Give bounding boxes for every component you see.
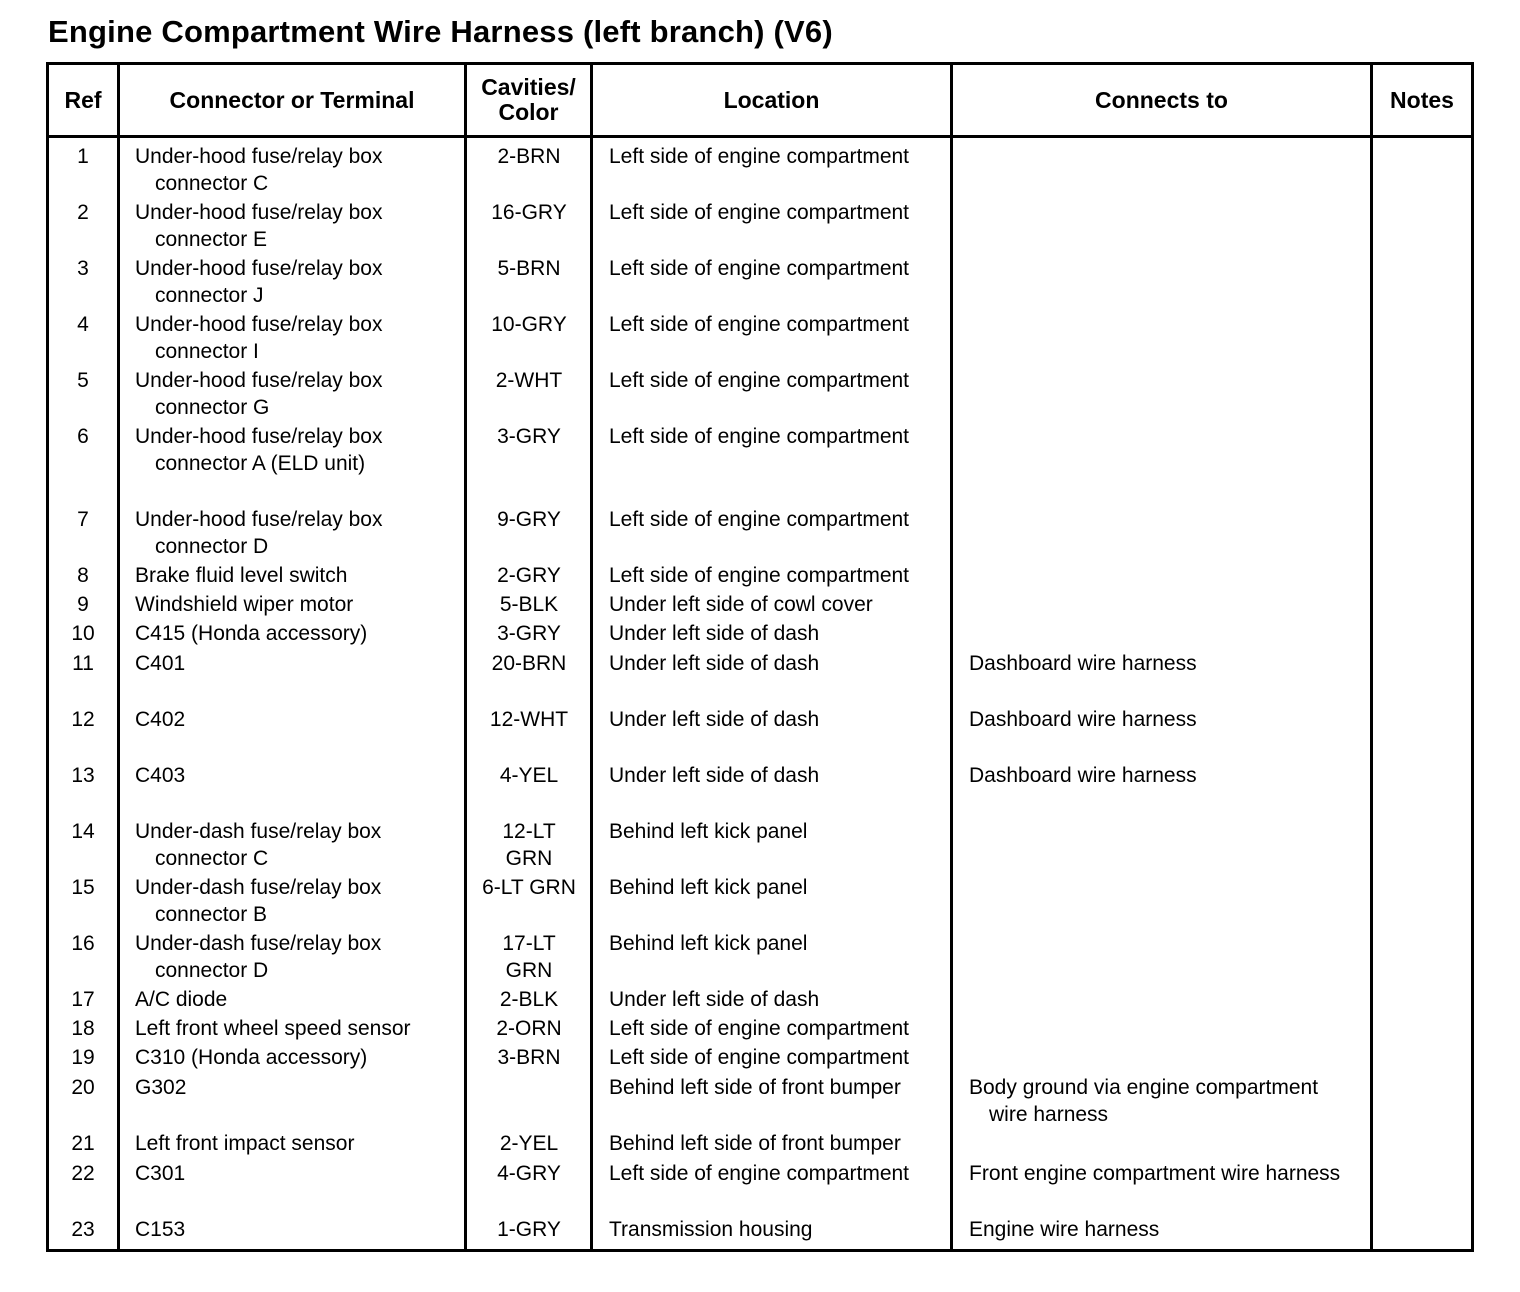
- harness-table: [46, 62, 1474, 1252]
- row-connector: Under-hood fuse/relay box connector G: [135, 369, 383, 419]
- row-cavities-color: 9-GRY: [497, 508, 561, 531]
- header-connects-to: Connects to: [1095, 86, 1228, 113]
- row-connector: C403: [135, 764, 186, 787]
- row-connector: Under-dash fuse/relay box connector D: [135, 932, 382, 982]
- row-connector: Under-hood fuse/relay box connector I: [135, 313, 383, 363]
- row-cavities-color: 5-BRN: [497, 257, 561, 280]
- row-connector: C402: [135, 708, 186, 731]
- row-cavities-color: 20-BRN: [491, 652, 567, 675]
- row-ref: 8: [77, 564, 89, 587]
- row-cavities-color: 12-WHT: [489, 708, 569, 731]
- header-connector: Connector or Terminal: [169, 86, 415, 113]
- row-location: Left side of engine compartment: [609, 257, 910, 280]
- row-location: Under left side of dash: [609, 988, 820, 1011]
- row-cavities-color: 3-BRN: [497, 1046, 561, 1069]
- row-ref: 11: [72, 652, 94, 675]
- row-location: Left side of engine compartment: [609, 313, 910, 336]
- row-ref: 4: [77, 313, 89, 336]
- row-connector: Under-hood fuse/relay box connector J: [135, 257, 383, 307]
- row-ref: 18: [71, 1017, 95, 1040]
- row-connector: C301: [135, 1162, 186, 1185]
- row-connects-to: Engine wire harness: [969, 1218, 1160, 1241]
- row-ref: 16: [71, 932, 95, 955]
- row-connects-to: Body ground via engine compartment wire harness: [969, 1076, 1319, 1126]
- row-cavities-color: 2-ORN: [496, 1017, 562, 1040]
- row-location: Left side of engine compartment: [609, 145, 910, 168]
- row-location: Left side of engine compartment: [609, 369, 910, 392]
- header-ref: Ref: [64, 86, 102, 113]
- row-connector: Under-hood fuse/relay box connector C: [135, 145, 383, 195]
- row-location: Transmission housing: [609, 1218, 813, 1241]
- row-connector: C415 (Honda accessory): [135, 622, 368, 645]
- row-ref: 7: [77, 508, 89, 531]
- row-ref: 5: [77, 369, 89, 392]
- header-notes: Notes: [1390, 86, 1454, 113]
- row-connector: Under-hood fuse/relay box connector E: [135, 201, 383, 251]
- row-cavities-color: 2-BRN: [497, 145, 561, 168]
- row-connects-to: Dashboard wire harness: [969, 708, 1197, 731]
- row-connector: C401: [135, 652, 186, 675]
- row-ref: 10: [71, 622, 95, 645]
- row-location: Behind left kick panel: [609, 876, 808, 899]
- row-cavities-color: 2-WHT: [495, 369, 563, 392]
- row-cavities-color: 2-YEL: [499, 1132, 559, 1155]
- row-location: Behind left kick panel: [609, 820, 808, 843]
- row-location: Under left side of dash: [609, 764, 820, 787]
- row-connector: Windshield wiper motor: [135, 593, 354, 616]
- row-connector: Under-hood fuse/relay box connector A (ELD unit): [135, 425, 383, 475]
- row-ref: 6: [77, 425, 89, 448]
- row-connector: Left front impact sensor: [135, 1132, 355, 1155]
- row-connector: Under-dash fuse/relay box connector B: [135, 876, 382, 926]
- row-location: Behind left side of front bumper: [609, 1132, 901, 1155]
- row-location: Under left side of dash: [609, 652, 820, 675]
- row-cavities-color: 12-LT GRN: [502, 820, 556, 870]
- row-connector: Brake fluid level switch: [135, 564, 348, 587]
- row-location: Behind left kick panel: [609, 932, 808, 955]
- row-location: Under left side of dash: [609, 708, 820, 731]
- row-cavities-color: 3-GRY: [497, 622, 561, 645]
- row-ref: 15: [71, 876, 95, 899]
- row-cavities-color: 6-LT GRN: [482, 876, 576, 899]
- row-cavities-color: 2-BLK: [499, 988, 559, 1011]
- row-location: Behind left side of front bumper: [609, 1076, 901, 1099]
- row-cavities-color: 17-LT GRN: [502, 932, 556, 982]
- column-divider: [117, 65, 120, 1249]
- row-ref: 20: [71, 1076, 95, 1099]
- header-divider: [49, 135, 1471, 138]
- row-location: Left side of engine compartment: [609, 1046, 910, 1069]
- row-ref: 21: [71, 1132, 95, 1155]
- row-ref: 22: [71, 1162, 95, 1185]
- row-ref: 17: [71, 988, 95, 1011]
- row-location: Under left side of cowl cover: [609, 593, 873, 616]
- row-ref: 13: [71, 764, 95, 787]
- row-connector: C153: [135, 1218, 186, 1241]
- page-title: Engine Compartment Wire Harness (left branch) (V6): [48, 14, 833, 49]
- row-ref: 9: [77, 593, 89, 616]
- row-location: Left side of engine compartment: [609, 201, 910, 224]
- row-connector: C310 (Honda accessory): [135, 1046, 368, 1069]
- row-cavities-color: 2-GRY: [497, 564, 561, 587]
- row-connects-to: Dashboard wire harness: [969, 764, 1197, 787]
- row-location: Left side of engine compartment: [609, 425, 910, 448]
- row-connector: G302: [135, 1076, 187, 1099]
- row-cavities-color: 3-GRY: [497, 425, 561, 448]
- row-connects-to: Front engine compartment wire harness: [969, 1162, 1341, 1185]
- row-ref: 14: [71, 820, 95, 843]
- row-location: Left side of engine compartment: [609, 508, 910, 531]
- row-ref: 1: [77, 145, 89, 168]
- row-ref: 23: [71, 1218, 95, 1241]
- row-cavities-color: 5-BLK: [499, 593, 559, 616]
- row-location: Left side of engine compartment: [609, 1162, 910, 1185]
- row-location: Left side of engine compartment: [609, 564, 910, 587]
- row-cavities-color: 4-YEL: [499, 764, 559, 787]
- row-ref: 2: [77, 201, 89, 224]
- row-connector: A/C diode: [135, 988, 228, 1011]
- row-ref: 12: [71, 708, 95, 731]
- row-location: Left side of engine compartment: [609, 1017, 910, 1040]
- row-connector: Under-hood fuse/relay box connector D: [135, 508, 383, 558]
- row-cavities-color: 10-GRY: [491, 313, 567, 336]
- row-cavities-color: 1-GRY: [497, 1218, 561, 1241]
- row-location: Under left side of dash: [609, 622, 820, 645]
- row-connector: Left front wheel speed sensor: [135, 1017, 411, 1040]
- row-ref: 3: [77, 257, 89, 280]
- row-cavities-color: 4-GRY: [497, 1162, 561, 1185]
- header-cavities-color: Cavities/ Color: [481, 74, 576, 125]
- row-cavities-color: 16-GRY: [491, 201, 567, 224]
- row-connector: Under-dash fuse/relay box connector C: [135, 820, 382, 870]
- row-connects-to: Dashboard wire harness: [969, 652, 1197, 675]
- row-ref: 19: [71, 1046, 95, 1069]
- header-location: Location: [723, 86, 820, 113]
